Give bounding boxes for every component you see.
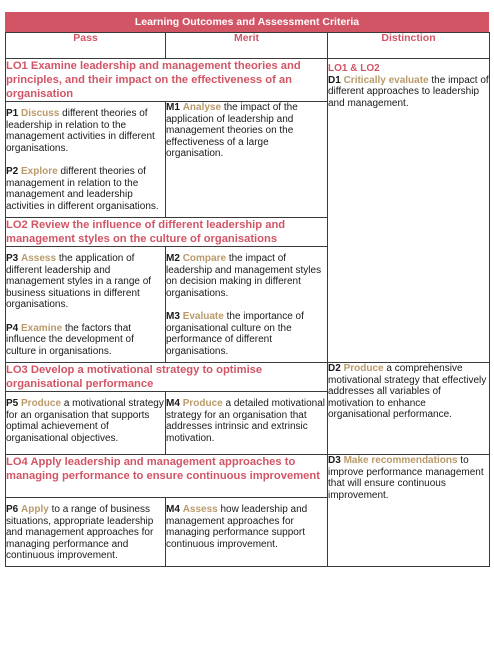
command-verb: Apply — [21, 504, 49, 515]
criterion-text: different theories of leadership in relation to the management activities in different organisations. — [6, 108, 155, 154]
d2-cell — [328, 363, 490, 455]
command-verb: Explore — [21, 166, 58, 177]
lo3-merit-cell — [166, 392, 328, 455]
lo1-heading: LO1 Examine leadership and management theories and principles, and their impact on the effectiveness of an organisation — [6, 59, 328, 102]
lo1-heading-row — [6, 59, 490, 102]
criterion-text: how leadership and management approaches for managing performance support continuous improvement. — [166, 504, 308, 550]
d1-lo-reference: LO1 & LO2 — [328, 63, 380, 74]
criterion-code: P5 — [6, 398, 19, 409]
criterion-text: the impact of different approaches to leadership and management. — [328, 74, 489, 109]
lo4-heading-row — [6, 455, 490, 498]
command-verb: Assess — [21, 253, 57, 264]
lo4-heading: LO4 Apply leadership and management approaches to managing performance to ensure continuous improvement — [6, 455, 328, 498]
criterion-p5 — [6, 398, 165, 444]
criterion-text: the application of different leadership and management styles in a range of business situations in different organisations. — [6, 253, 152, 310]
command-verb: Evaluate — [182, 311, 224, 322]
command-verb: Produce — [343, 363, 384, 374]
criterion-code: D2 — [328, 363, 341, 374]
command-verb: Analyse — [182, 102, 222, 113]
criterion-code: M4 — [166, 504, 180, 515]
criterion-m4-lo3 — [166, 398, 327, 444]
lo2-pass-cell — [6, 247, 166, 363]
criterion-p2 — [6, 166, 165, 212]
command-verb: Make recommendations — [343, 455, 458, 466]
lo3-pass-cell — [6, 392, 166, 455]
criterion-m4-lo4 — [166, 504, 327, 550]
merit-column-header: Merit — [166, 33, 328, 59]
criterion-m1 — [166, 102, 327, 160]
criterion-m2 — [166, 253, 327, 299]
criterion-code: P3 — [6, 253, 19, 264]
distinction-column-header: Distinction — [328, 33, 490, 59]
command-verb: Examine — [21, 322, 63, 334]
lo4-pass-cell — [6, 498, 166, 567]
d1-cell — [328, 59, 490, 363]
command-verb: Produce — [182, 398, 223, 409]
criterion-text: a motivational strategy for an organisation that supports optimal achievement of organisational objectives. — [6, 398, 164, 444]
criterion-p6 — [6, 504, 165, 562]
criterion-d3 — [328, 455, 489, 501]
criteria-table — [5, 32, 490, 567]
lo4-merit-cell — [166, 498, 328, 567]
lo3-heading-row — [6, 363, 490, 392]
criterion-d2 — [328, 363, 489, 421]
criterion-code: P1 — [6, 108, 19, 119]
criterion-text: to improve performance management that will ensure continuous improvement. — [328, 455, 484, 501]
command-verb: Discuss — [21, 108, 60, 119]
command-verb: Critically evaluate — [343, 74, 429, 86]
criterion-code: D1 — [328, 74, 341, 86]
command-verb: Assess — [182, 504, 218, 515]
criterion-code: P6 — [6, 504, 19, 515]
command-verb: Compare — [182, 253, 227, 264]
criterion-code: D3 — [328, 455, 341, 466]
criterion-code: P4 — [6, 322, 19, 334]
criterion-d1 — [328, 75, 489, 110]
table-title-banner — [5, 12, 489, 32]
criterion-p3 — [6, 253, 165, 311]
criterion-text: the importance of organisational culture on the performance of different organisations. — [166, 311, 304, 357]
lo3-heading: LO3 Develop a motivational strategy to optimise organisational performance — [6, 363, 328, 392]
criterion-code: M1 — [166, 102, 180, 113]
criterion-text: different theories of management in relation to the management and leadership activities in different organisations. — [6, 166, 159, 212]
criterion-text: the factors that influence the development of culture in organisations. — [6, 322, 134, 357]
criterion-code: P2 — [6, 166, 19, 177]
column-header-row — [6, 33, 490, 59]
criterion-m3 — [166, 311, 327, 357]
criterion-text: a detailed motivational strategy for an organisation that addresses intrinsic and extrinsic motivation. — [166, 398, 325, 444]
pass-column-header: Pass — [6, 33, 166, 59]
criterion-p1 — [6, 108, 165, 154]
table-title: Learning Outcomes and Assessment Criteria — [134, 16, 360, 28]
criterion-text: the impact of the application of leadership and management theories on the effectiveness of a large organisation. — [166, 102, 298, 159]
lo1-pass-cell — [6, 102, 166, 218]
lo2-merit-cell — [166, 247, 328, 363]
criterion-code: M2 — [166, 253, 180, 264]
lo1-merit-cell — [166, 102, 328, 218]
criterion-code: M3 — [166, 311, 180, 322]
d3-cell — [328, 455, 490, 567]
lo2-heading: LO2 Review the influence of different leadership and management styles on the culture of organisations — [6, 218, 328, 247]
command-verb: Produce — [21, 398, 62, 409]
criterion-p4 — [6, 323, 165, 358]
criterion-text: to a range of business situations, appropriate leadership and management approaches for managing performance and continuous improvement. — [6, 504, 154, 561]
criterion-text: the impact of leadership and management styles on decision making in different organisations. — [166, 253, 322, 299]
criterion-code: M4 — [166, 398, 180, 409]
criterion-text: a comprehensive motivational strategy that effectively addresses all variables of motivation to enhance organisational performance. — [328, 363, 487, 420]
